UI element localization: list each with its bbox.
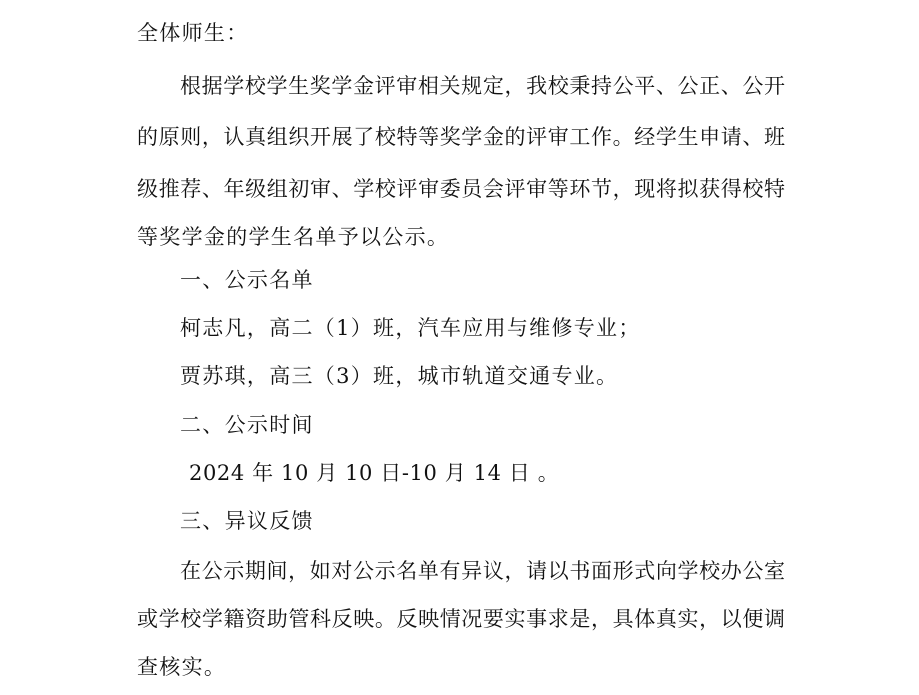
intro-paragraph-line: 等奖学金的学生名单予以公示。 xyxy=(137,225,450,249)
list-item: 柯志凡，高二（1）班，汽车应用与维修专业； xyxy=(180,316,641,340)
feedback-paragraph-line: 或学校学籍资助管科反映。反映情况要实事求是，具体真实，以便调 xyxy=(137,607,785,631)
list-item: 贾苏琪，高三（3）班，城市轨道交通专业。 xyxy=(180,364,619,388)
salutation: 全体师生： xyxy=(137,21,249,45)
intro-paragraph-line: 的原则，认真组织开展了校特等奖学金的评审工作。经学生申请、班 xyxy=(137,125,785,149)
section-heading-feedback: 三、异议反馈 xyxy=(180,509,314,533)
section-heading-time: 二、公示时间 xyxy=(180,413,314,437)
feedback-paragraph-line: 在公示期间，如对公示名单有异议，请以书面形式向学校办公室 xyxy=(180,559,785,583)
intro-paragraph-line: 根据学校学生奖学金评审相关规定，我校秉持公平、公正、公开 xyxy=(180,74,785,98)
feedback-paragraph-line: 查核实。 xyxy=(137,655,227,679)
section-heading-list: 一、公示名单 xyxy=(180,268,314,292)
intro-paragraph-line: 级推荐、年级组初审、学校评审委员会评审等环节，现将拟获得校特 xyxy=(137,177,785,201)
publicity-period: 2024 年 10 月 10 日-10 月 14 日 。 xyxy=(189,461,560,485)
